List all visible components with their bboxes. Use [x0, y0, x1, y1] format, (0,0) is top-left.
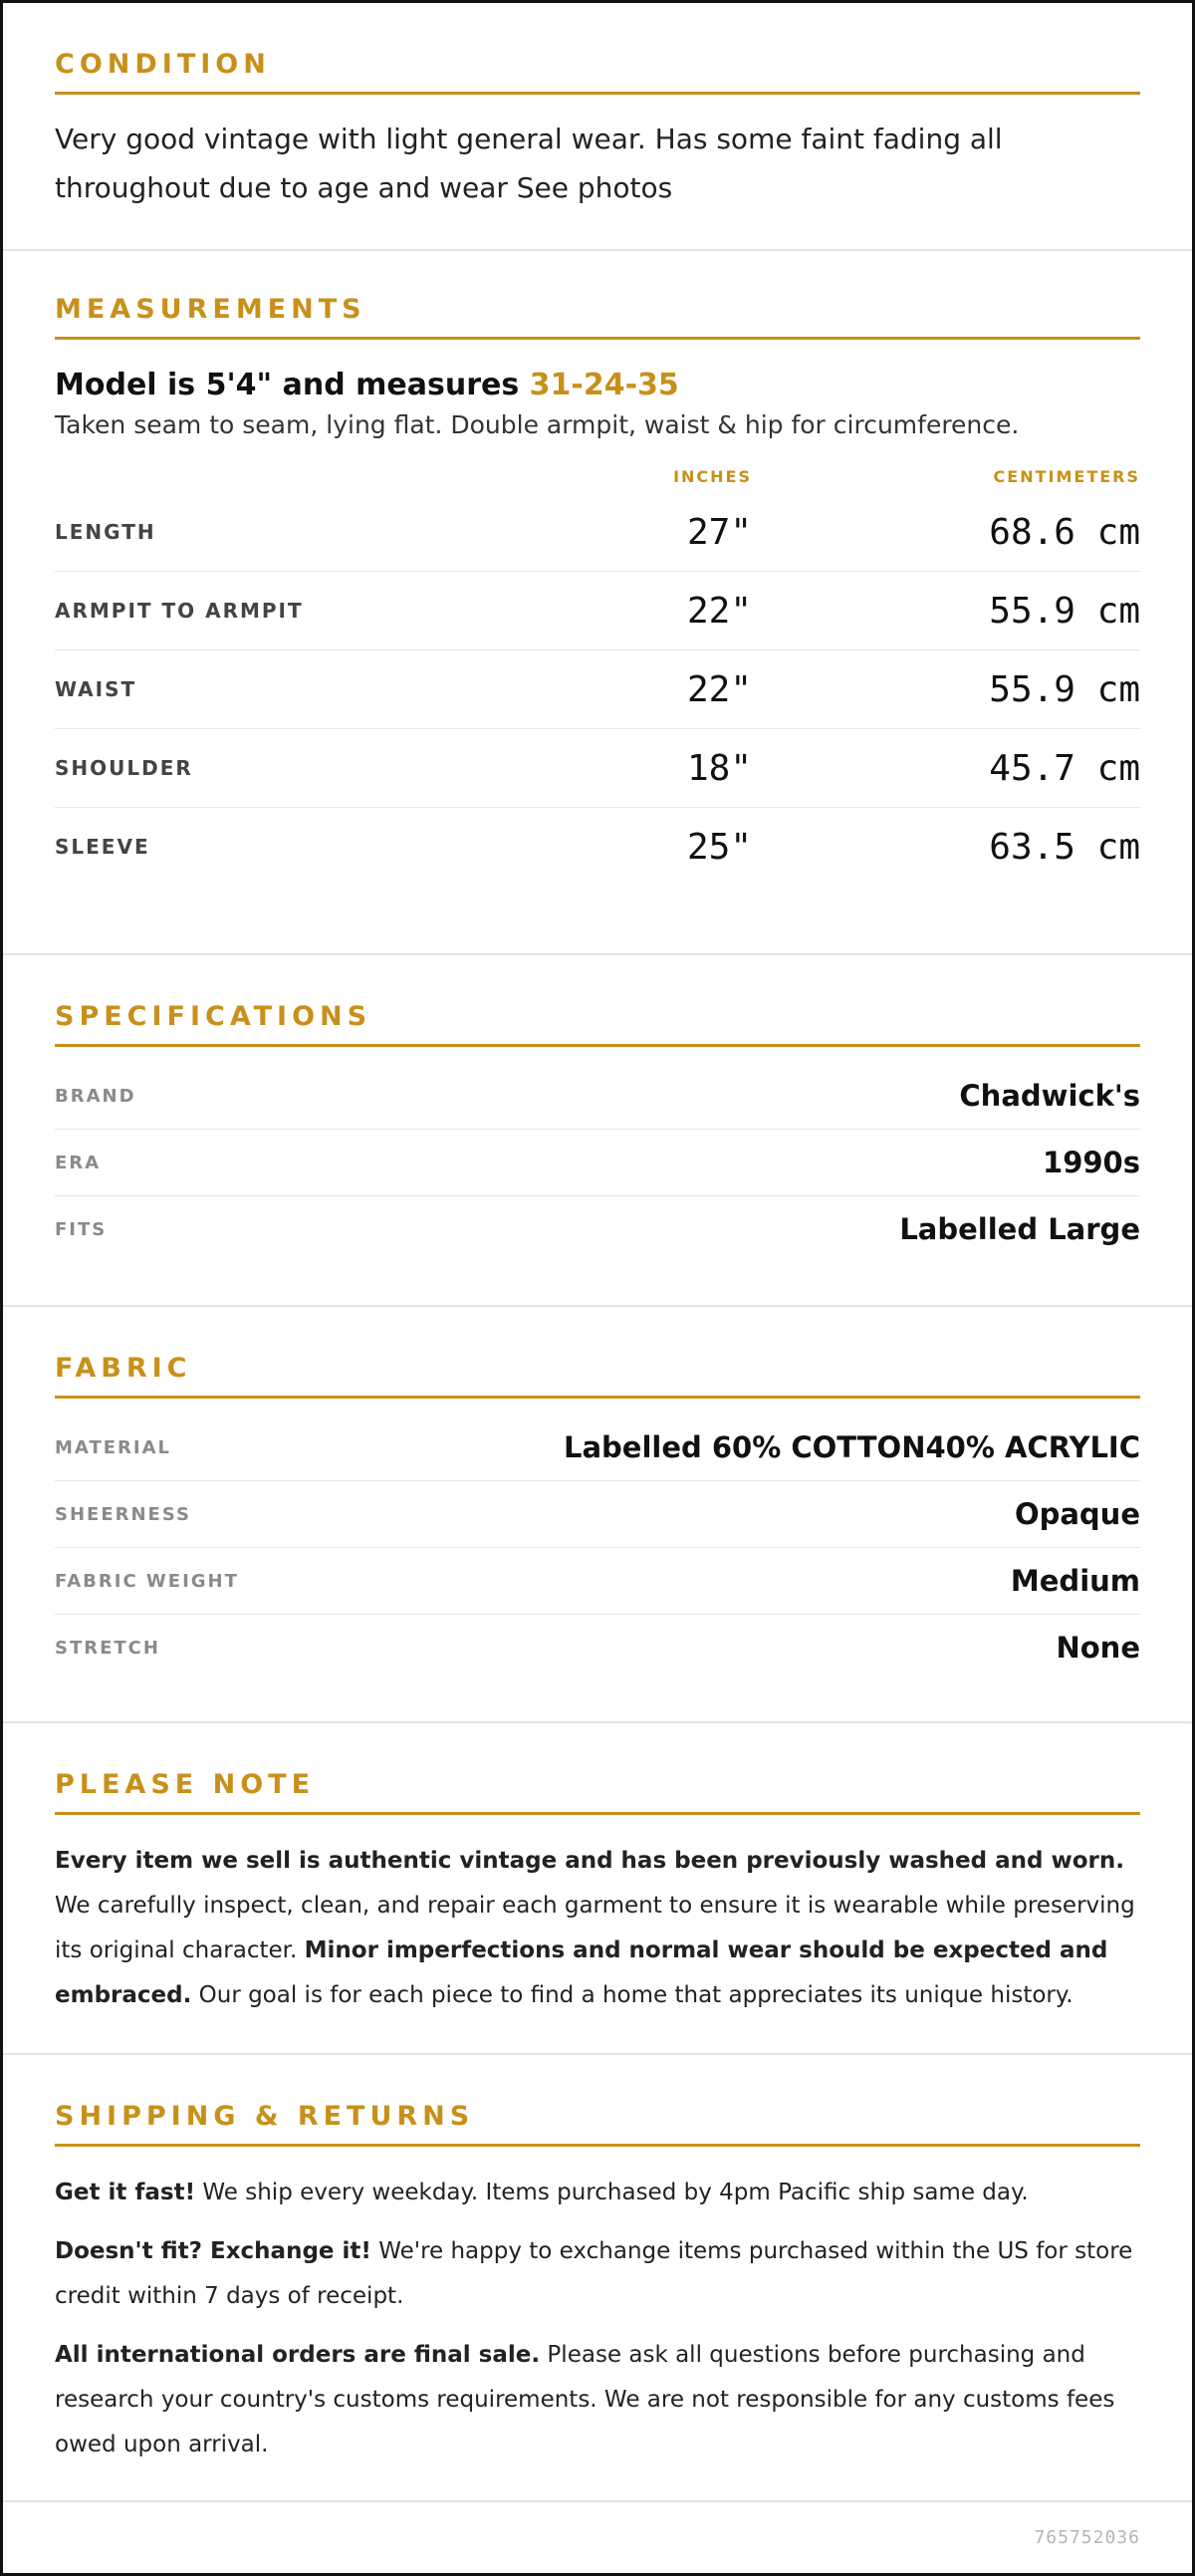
shipping-text: We ship every weekday. Items purchased by 4pm Pacific ship same day.	[195, 2180, 1029, 2205]
exchange-paragraph	[55, 2229, 1140, 2319]
measurement-inches: 27"	[686, 511, 752, 553]
measurements-title: MEASUREMENTS	[55, 294, 1140, 340]
fabric-key: SHEERNESS	[55, 1503, 191, 1525]
measurement-row	[55, 808, 1140, 886]
model-info	[55, 368, 1140, 402]
spec-row-era	[55, 1130, 1140, 1196]
fabric-title: FABRIC	[55, 1353, 1140, 1399]
fabric-list	[55, 1415, 1140, 1680]
footer	[3, 2502, 1192, 2572]
measurement-label: ARMPIT TO ARMPIT	[55, 599, 304, 623]
shipping-returns-section	[3, 2055, 1192, 2502]
condition-title: CONDITION	[55, 49, 1140, 95]
spec-value: Chadwick's	[959, 1079, 1140, 1113]
spec-row-fits	[55, 1196, 1140, 1262]
measurement-cm: 45.7 cm	[989, 747, 1140, 789]
exchange-bold: Doesn't fit? Exchange it!	[55, 2238, 371, 2264]
measurements-table	[55, 459, 1140, 886]
measurement-cm: 63.5 cm	[989, 826, 1140, 868]
note-text-1: We carefully inspect, clean, and repair each garment to ensure it is wearable while preserving its original character.	[55, 1893, 1135, 1963]
measurement-label: WAIST	[55, 677, 137, 701]
please-note-section	[3, 1723, 1192, 2055]
shipping-returns-title: SHIPPING & RETURNS	[55, 2101, 1140, 2147]
fabric-row-weight	[55, 1548, 1140, 1615]
shipping-bold: Get it fast!	[55, 2180, 196, 2205]
measurement-row	[55, 729, 1140, 808]
please-note-text	[55, 1839, 1140, 2018]
international-text: Please ask all questions before purchasing and research your country's customs requirements. We are not responsible for any customs fees owed upon arrival.	[55, 2342, 1115, 2457]
condition-text: Very good vintage with light general wear. Has some faint fading all throughout due to age and wear See photos	[55, 123, 1003, 204]
model-measures: 31-24-35	[529, 368, 679, 402]
spec-key: FITS	[55, 1218, 108, 1240]
shipping-paragraph	[55, 2171, 1140, 2215]
fabric-value: None	[1056, 1631, 1140, 1665]
fabric-row-material	[55, 1415, 1140, 1481]
please-note-title: PLEASE NOTE	[55, 1769, 1140, 1815]
measurement-label: SLEEVE	[55, 835, 150, 859]
measurements-subtitle: Taken seam to seam, lying flat. Double armpit, waist & hip for circumference.	[55, 410, 1020, 439]
spec-row-brand	[55, 1063, 1140, 1130]
fabric-value: Labelled 60% COTTON40% ACRYLIC	[563, 1430, 1140, 1464]
fabric-value: Medium	[1010, 1564, 1140, 1598]
note-text-2: Our goal is for each piece to find a home that appreciates its unique history.	[191, 1982, 1074, 2008]
measurement-label: SHOULDER	[55, 756, 193, 780]
fabric-value: Opaque	[1014, 1497, 1140, 1531]
specifications-list	[55, 1063, 1140, 1262]
spec-key: ERA	[55, 1152, 102, 1173]
item-id: 765752036	[1034, 2526, 1140, 2548]
note-bold-1: Every item we sell is authentic vintage and has been previously washed and worn.	[55, 1848, 1124, 1874]
measurement-cm: 68.6 cm	[989, 511, 1140, 553]
spec-value: Labelled Large	[899, 1212, 1140, 1246]
measurement-row	[55, 650, 1140, 729]
column-header-centimeters: CENTIMETERS	[993, 466, 1140, 486]
measurement-row	[55, 572, 1140, 650]
specifications-title: SPECIFICATIONS	[55, 1001, 1140, 1047]
fabric-row-sheerness	[55, 1481, 1140, 1548]
measurement-row	[55, 493, 1140, 572]
international-paragraph	[55, 2333, 1140, 2467]
note-bold-2: Minor imperfections and normal wear should be expected and embraced.	[55, 1937, 1108, 2008]
measurement-label: LENGTH	[55, 520, 156, 544]
column-header-inches: INCHES	[673, 466, 752, 486]
measurement-inches: 18"	[686, 747, 752, 789]
international-bold: All international orders are final sale.	[55, 2342, 541, 2368]
model-info-prefix: Model is 5'4" and measures	[55, 368, 530, 402]
fabric-key: MATERIAL	[55, 1436, 171, 1458]
measurement-inches: 25"	[686, 826, 752, 868]
measurement-cm: 55.9 cm	[989, 590, 1140, 632]
spec-value: 1990s	[1043, 1146, 1140, 1179]
fabric-section	[3, 1307, 1192, 1723]
specifications-section	[3, 955, 1192, 1307]
fabric-row-stretch	[55, 1615, 1140, 1680]
condition-section	[3, 3, 1192, 251]
measurement-cm: 55.9 cm	[989, 668, 1140, 710]
exchange-text: We're happy to exchange items purchased within the US for store credit within 7 days of receipt.	[55, 2238, 1133, 2309]
spec-key: BRAND	[55, 1085, 136, 1107]
measurement-inches: 22"	[686, 590, 752, 632]
measurements-section	[3, 251, 1192, 955]
fabric-key: FABRIC WEIGHT	[55, 1570, 239, 1592]
measurement-inches: 22"	[686, 668, 752, 710]
fabric-key: STRETCH	[55, 1637, 160, 1659]
measurements-table-header	[55, 459, 1140, 493]
